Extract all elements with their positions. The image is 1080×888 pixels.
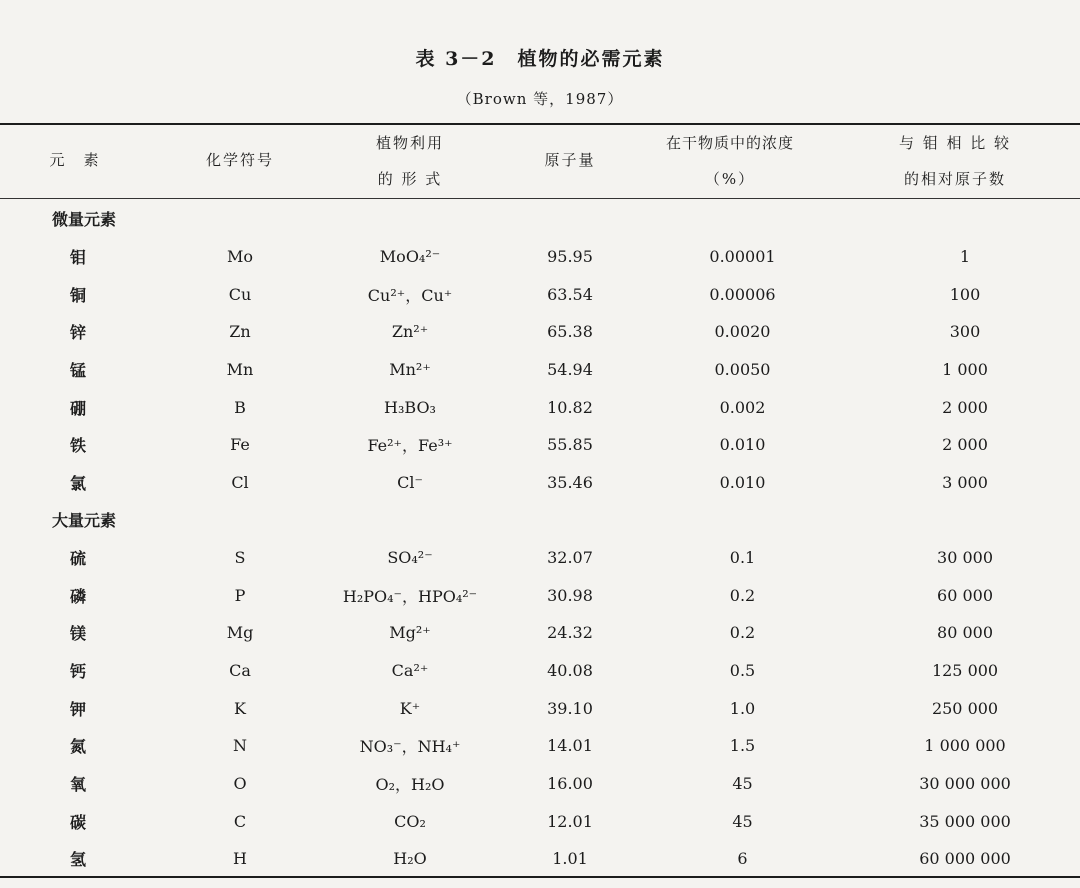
header-conc-line1: 在干物质中的浓度 [665,134,794,152]
elements-table [0,200,1080,878]
relative-atoms-cell: 1 [959,246,971,266]
atomic-weight-cell: 95.95 [547,246,593,266]
form-cell: Fe²⁺，Fe³⁺ [367,436,453,456]
element-name-cell: 锰 [70,360,87,380]
table-row [0,727,1080,765]
element-name-cell: 铜 [70,285,87,305]
concentration-cell: 6 [737,849,748,869]
table-row [0,840,1080,878]
form-cell: SO₄²⁻ [387,548,433,568]
form-cell: Zn²⁺ [391,322,429,342]
element-name-cell: 钼 [70,247,87,267]
header-rule [0,198,1080,199]
table-row [0,313,1080,351]
form-cell: O₂，H₂O [375,774,445,794]
section-label: 大量元素 [52,511,117,531]
top-rule [0,123,1080,125]
atomic-weight-cell: 65.38 [547,322,593,342]
concentration-cell: 0.00001 [709,246,776,266]
symbol-cell: Cu [228,284,252,304]
element-name-cell: 钙 [70,662,87,681]
element-name-cell: 氯 [70,473,87,493]
relative-atoms-cell: 35 000 000 [919,811,1011,831]
form-cell: H₃BO₃ [384,397,436,417]
relative-atoms-cell: 1 000 [942,359,988,379]
table-row [0,689,1080,727]
concentration-cell: 0.0050 [714,359,771,379]
relative-atoms-cell: 60 000 [937,585,994,605]
symbol-cell: B [234,397,246,417]
table-row [0,652,1080,690]
concentration-cell: 0.2 [729,585,756,605]
table-row [0,765,1080,803]
relative-atoms-cell: 3 000 [942,472,988,492]
form-cell: CO₂ [394,811,426,831]
relative-atoms-cell: 300 [949,322,981,342]
atomic-weight-cell: 32.07 [547,548,593,568]
symbol-cell: Fe [230,435,250,455]
atomic-weight-cell: 12.01 [547,811,593,831]
header-atomic-weight: 原子量 [544,151,596,169]
element-name-cell: 氮 [70,737,87,757]
concentration-cell: 0.00006 [709,284,776,304]
atomic-weight-cell: 63.54 [547,284,593,304]
table-source: （Brown 等，1987） [456,90,624,108]
relative-atoms-cell: 250 000 [931,698,999,718]
table-row [0,802,1080,840]
atomic-weight-cell: 14.01 [547,736,593,756]
symbol-cell: Mg [226,623,254,643]
symbol-cell: Zn [229,322,251,342]
symbol-cell: Cl [231,472,249,492]
element-name-cell: 铁 [70,436,87,456]
header-conc-line2: （%） [704,170,756,188]
relative-atoms-cell: 60 000 000 [919,849,1011,869]
form-cell: K⁺ [399,698,421,718]
table-row [0,238,1080,276]
atomic-weight-cell: 55.85 [547,435,593,455]
atomic-weight-cell: 16.00 [547,773,593,793]
form-cell: NO₃⁻，NH₄⁺ [359,737,461,757]
concentration-cell: 0.010 [719,472,766,492]
relative-atoms-cell: 30 000 [937,548,994,568]
relative-atoms-cell: 1 000 000 [924,736,1006,756]
header-form-line1: 植物利用 [375,134,444,152]
relative-atoms-cell: 80 000 [937,623,994,643]
table-row [0,539,1080,577]
form-cell: Mn²⁺ [389,359,431,379]
form-cell: H₂PO₄⁻，HPO₄²⁻ [342,586,478,606]
symbol-cell: Ca [229,661,251,680]
section-row [0,501,1080,539]
concentration-cell: 0.1 [729,548,756,568]
table-row [0,614,1080,652]
atomic-weight-cell: 40.08 [547,661,593,680]
symbol-cell: C [233,811,247,831]
symbol-cell: N [233,736,247,756]
element-name-cell: 钾 [70,699,87,719]
atomic-weight-cell: 24.32 [547,623,593,643]
form-cell: Cl⁻ [397,472,423,492]
atomic-weight-cell: 35.46 [547,472,593,492]
form-cell: Ca²⁺ [391,661,429,680]
symbol-cell: H [233,849,247,869]
symbol-cell: S [234,548,246,568]
form-cell: MoO₄²⁻ [379,246,441,266]
concentration-cell: 1.0 [729,698,756,718]
table-row [0,426,1080,464]
form-cell: Cu²⁺，Cu⁺ [367,285,453,305]
section-row [0,200,1080,238]
element-name-cell: 硼 [70,398,87,418]
symbol-cell: P [234,585,246,605]
table-title: 表 3－2 植物的必需元素 [415,48,665,70]
header-symbol: 化学符号 [205,151,274,169]
concentration-cell: 0.0020 [714,322,771,342]
concentration-cell: 45 [732,773,753,793]
bottom-rule [0,876,1080,878]
relative-atoms-cell: 30 000 000 [919,773,1011,793]
atomic-weight-cell: 54.94 [547,359,593,379]
symbol-cell: K [234,698,246,718]
table-row [0,576,1080,614]
concentration-cell: 0.010 [719,435,766,455]
element-name-cell: 硫 [70,549,87,569]
element-name-cell: 氧 [70,774,87,794]
relative-atoms-cell: 125 000 [931,661,999,680]
element-name-cell: 镁 [70,624,87,644]
symbol-cell: O [233,773,247,793]
header-relative-line1: 与 钼 相 比 较 [898,134,1012,152]
concentration-cell: 0.5 [729,661,756,680]
element-name-cell: 锌 [70,323,87,343]
table-row [0,275,1080,313]
header-element: 元 素 [49,151,101,169]
concentration-cell: 0.002 [719,397,766,417]
table-row [0,388,1080,426]
concentration-cell: 1.5 [729,736,756,756]
element-name-cell: 氢 [70,850,87,870]
symbol-cell: Mn [226,359,254,379]
relative-atoms-cell: 2 000 [942,435,988,455]
atomic-weight-cell: 30.98 [547,585,593,605]
table-row [0,351,1080,389]
atomic-weight-cell: 39.10 [547,698,593,718]
section-label: 微量元素 [52,210,117,230]
concentration-cell: 45 [732,811,753,831]
atomic-weight-cell: 10.82 [547,397,593,417]
symbol-cell: Mo [226,246,253,266]
element-name-cell: 碳 [70,812,87,832]
form-cell: Mg²⁺ [389,623,431,643]
header-relative-line2: 的相对原子数 [903,170,1006,188]
header-form-line2: 的 形 式 [377,170,443,188]
concentration-cell: 0.2 [729,623,756,643]
element-name-cell: 磷 [70,586,87,606]
relative-atoms-cell: 100 [949,284,981,304]
form-cell: H₂O [393,849,427,869]
table-row [0,463,1080,501]
relative-atoms-cell: 2 000 [942,397,988,417]
atomic-weight-cell: 1.01 [552,849,588,869]
